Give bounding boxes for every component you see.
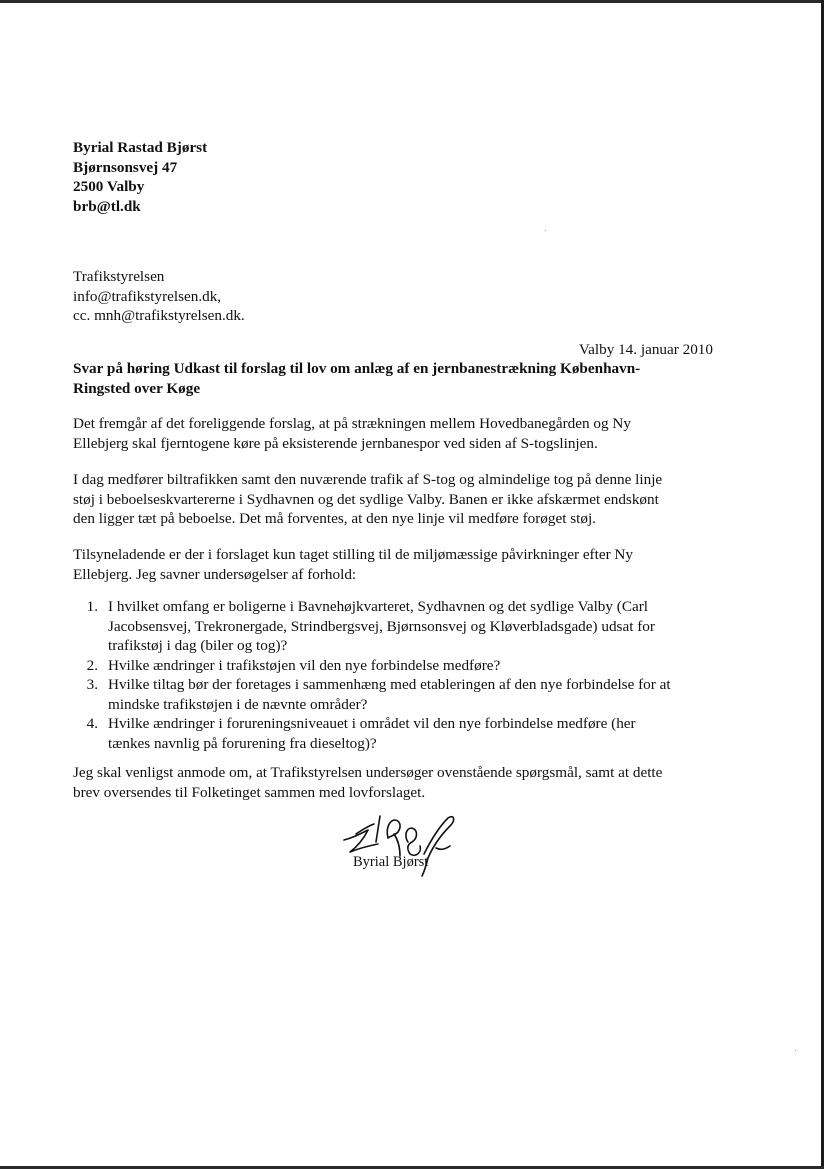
list-item-number: 2. — [86, 656, 98, 674]
recipient-cc: cc. mnh@trafikstyrelsen.dk. — [73, 307, 245, 324]
sender-address-block — [73, 138, 207, 216]
paragraph-line: Jeg skal venligst anmode om, at Trafikstyrelsen undersøger ovenstående spørgsmål, samt at dette — [73, 764, 663, 781]
scan-edge-top — [0, 0, 824, 3]
recipient-name: Trafikstyrelsen — [73, 268, 165, 285]
recipient-address-block — [73, 267, 245, 326]
sender-city: 2500 Valby — [73, 178, 145, 195]
list-item — [73, 597, 671, 656]
paragraph-line: den ligger tæt på beboelse. Det må forventes, at den nye linje vil medføre forøget støj. — [73, 510, 596, 527]
paragraph-line: Det fremgår af det foreliggende forslag, at på strækningen mellem Hovedbanegården og Ny — [73, 415, 631, 432]
list-item-number: 1. — [86, 598, 98, 615]
paragraph-line: brev oversendes til Folketinget sammen med lovforslaget. — [73, 783, 426, 801]
list-item-line: Hvilke ændringer i trafikstøjen vil den nye forbindelse medføre? — [108, 656, 501, 674]
subject-line: Svar på høring Udkast til forslag til lov om anlæg af en jernbanestrækning København- — [73, 360, 641, 377]
signature-printed-name: Byrial Bjørst — [353, 854, 429, 870]
list-item-line: tænkes navnlig på forurening fra dieseltog)? — [108, 734, 377, 752]
body-paragraph — [73, 545, 633, 584]
scan-speck — [545, 230, 546, 231]
list-item-line: trafikstøj i dag (biler og tog)? — [108, 637, 288, 654]
body-paragraph — [73, 414, 631, 453]
sender-street: Bjørnsonsvej 47 — [73, 158, 178, 176]
list-item — [73, 675, 671, 714]
list-item-number: 4. — [86, 715, 98, 732]
body-paragraph — [73, 470, 662, 529]
list-item-number: 3. — [86, 676, 98, 693]
list-item — [73, 656, 671, 676]
list-item-line: I hvilket omfang er boligerne i Bavnehøjkvarteret, Sydhavnen og det sydlige Valby (Carl — [108, 598, 648, 615]
list-item-line: mindske trafikstøjen i de nævnte områder? — [108, 695, 368, 713]
recipient-email: info@trafikstyrelsen.dk, — [73, 287, 222, 305]
paragraph-line: I dag medfører biltrafikken samt den nuværende trafik af S-tog og almindelige tog på denne linje — [73, 471, 663, 488]
question-list — [73, 597, 671, 753]
letter-subject — [73, 359, 640, 398]
signature-block — [338, 808, 478, 880]
sender-name: Byrial Rastad Bjørst — [73, 139, 208, 156]
paragraph-line: støj i beboelseskvartererne i Sydhavnen og det sydlige Valby. Banen er ikke afskærmet endskønt — [73, 490, 659, 508]
closing-paragraph — [73, 763, 662, 802]
sender-email: brb@tl.dk — [73, 197, 141, 215]
scan-speck — [795, 1050, 796, 1051]
list-item-line: Hvilke ændringer i forureningsniveauet i området vil den nye forbindelse medføre (her — [108, 715, 636, 732]
list-item-line: Hvilke tiltag bør der foretages i sammenhæng med etableringen af den nye forbindelse for at — [108, 676, 671, 693]
subject-line: Ringsted over Køge — [73, 379, 201, 397]
list-item — [73, 714, 671, 753]
list-item-line: Jacobsensvej, Trekronergade, Strindbergsvej, Bjørnsonsvej og Kløverbladsgade) udsat for — [108, 617, 655, 635]
letter-date: Valby 14. januar 2010 — [578, 341, 713, 358]
paragraph-line: Tilsyneladende er der i forslaget kun taget stilling til de miljømæssige påvirkninger efter Ny — [73, 546, 633, 563]
paragraph-line: Ellebjerg skal fjerntogene køre på eksisterende jernbanespor ved siden af S-togslinjen. — [73, 434, 598, 452]
paragraph-line: Ellebjerg. Jeg savner undersøgelser af forhold: — [73, 565, 357, 583]
